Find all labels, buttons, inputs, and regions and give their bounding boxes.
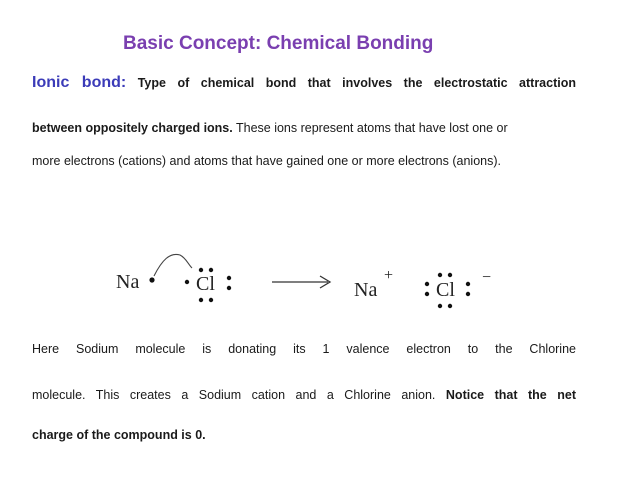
explanation-plain-text: molecule. This creates a Sodium cation and a Chlorine anion.	[32, 388, 446, 402]
chlorine-negative-charge: −	[482, 269, 492, 286]
electron-transfer-arrow	[154, 254, 192, 276]
ionic-bond-reaction-diagram	[100, 230, 520, 320]
reaction-left-chlorine: Cl	[196, 273, 215, 295]
reaction-left-sodium: Na	[116, 271, 140, 293]
explanation-line1: Here Sodium molecule is donating its 1 valence electron to the Chlorine	[32, 342, 576, 356]
net-charge-note-start: Notice that the net	[445, 388, 576, 402]
ionic-bond-definition-line1	[32, 74, 576, 92]
net-charge-note-end: charge of the compound is 0.	[32, 428, 206, 442]
ionic-definition-bold: between oppositely charged ions.	[32, 121, 233, 135]
reaction-right-sodium: Na	[354, 279, 378, 301]
ionic-definition-text: Type of chemical bond that involves the electrostatic attraction	[137, 76, 576, 90]
ionic-bond-definition-line2	[32, 121, 576, 135]
ionic-bond-definition-line3: more electrons (cations) and atoms that have gained one or more electrons (anions).	[32, 154, 501, 168]
ionic-bond-term: Ionic bond:	[32, 74, 127, 91]
reaction-arrow	[272, 276, 330, 288]
reaction-right-chlorine: Cl	[436, 279, 455, 301]
sodium-valence-electron	[149, 277, 154, 282]
slide-title: Basic Concept: Chemical Bonding	[123, 33, 434, 54]
sodium-positive-charge: +	[384, 267, 394, 284]
explanation-line2	[32, 388, 576, 402]
ionic-definition-rest: These ions represent atoms that have lost one or	[232, 121, 508, 135]
